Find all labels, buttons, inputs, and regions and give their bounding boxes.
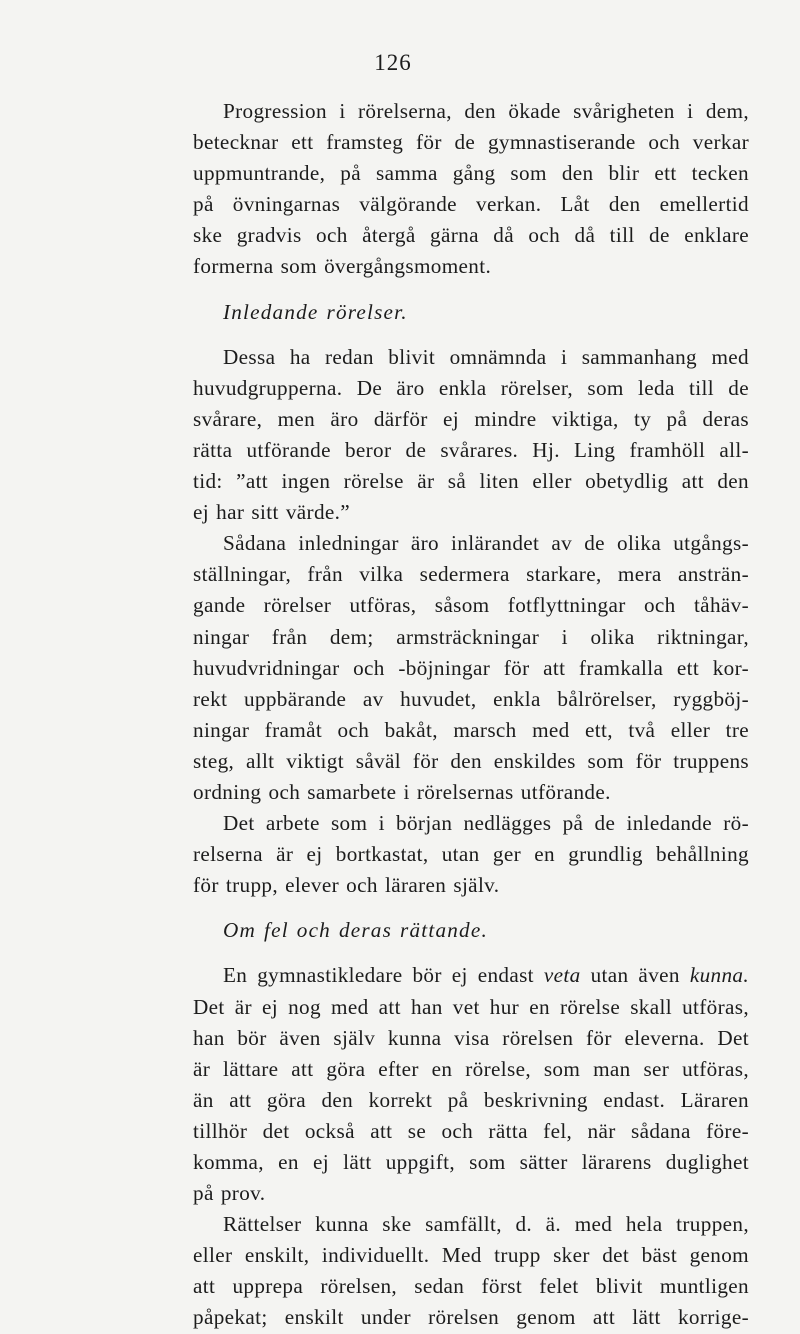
text-line: eller enskilt, individuellt. Med trupp sker det bäst genom [193, 1243, 749, 1268]
text-line: för trupp, elever och läraren själv. [193, 873, 500, 898]
text-line: ningar framåt och bakåt, marsch med ett, två eller tre [193, 717, 749, 742]
text-fragment: En gymnastikledare bör ej endast [223, 963, 544, 988]
text-line: påpekat; enskilt under rörelsen genom att lätt korrige- [193, 1305, 749, 1330]
text-line: betecknar ett framsteg för de gymnastiserande och verkar [193, 130, 749, 155]
text-line: Rättelser kunna ske samfällt, d. ä. med hela truppen, [223, 1212, 749, 1237]
text-line: ske gradvis och återgå gärna då och då till de enklare [193, 223, 749, 248]
section-heading: Inledande rörelser. [223, 299, 408, 324]
text-line: än att göra den korrekt på beskrivning endast. Läraren [193, 1087, 749, 1112]
text-line: ordning och samarbete i rörelsernas utförande. [193, 779, 611, 804]
text-line: rätta utförande beror de svårares. Hj. Ling framhöll all- [193, 437, 749, 462]
text-line: tid: ”att ingen rörelse är så liten eller obetydlig att den [193, 469, 749, 494]
text-line [193, 960, 749, 991]
text-line: formerna som övergångsmoment. [193, 254, 492, 279]
text-line: relserna är ej bortkastat, utan ger en grundlig behållning [193, 842, 749, 867]
text-line: ställningar, från vilka sedermera starkare, mera ansträn- [193, 562, 749, 587]
text-line: att upprepa rörelsen, sedan först felet blivit muntligen [193, 1274, 749, 1299]
text-line: Dessa ha redan blivit omnämnda i sammanhang med [223, 344, 749, 369]
text-line: Sådana inledningar äro inlärandet av de olika utgångs- [223, 531, 749, 556]
text-line: är lättare att göra efter en rörelse, som man ser utföras, [193, 1056, 749, 1081]
text-line: ej har sitt värde.” [193, 500, 351, 525]
text-line: komma, en ej lätt uppgift, som sätter lärarens duglighet [193, 1150, 749, 1174]
text-line: på övningarnas välgörande verkan. Låt den emellertid [193, 192, 749, 217]
text-line: gande rörelser utföras, såsom fotflyttningar och tåhäv- [193, 593, 749, 618]
text-line: huvudgrupperna. De äro enkla rörelser, som leda till de [193, 375, 749, 400]
text-fragment: utan även [580, 963, 690, 988]
text-line: han bör även själv kunna visa rörelsen för eleverna. Det [193, 1025, 749, 1050]
text-line: Progression i rörelserna, den ökade svårigheten i dem, [223, 99, 749, 123]
section-heading: Om fel och deras rättande. [223, 918, 488, 943]
text-line: Det arbete som i början nedlägges på de inledande rö- [223, 811, 749, 836]
text-line: på prov. [193, 1181, 266, 1206]
text-line: tillhör det också att se och rätta fel, när sådana före- [193, 1118, 749, 1143]
text-line: ningar från dem; armsträckningar i olika riktningar, [193, 624, 749, 649]
text-line: rekt uppbärande av huvudet, enkla bålrörelser, ryggböj- [193, 686, 749, 711]
emphasis: kunna. [689, 963, 749, 988]
text-line: huvudvridningar och -böjningar för att framkalla ett kor- [193, 655, 749, 680]
text-line: uppmuntrande, på samma gång som den blir ett tecken [193, 161, 749, 186]
text-line: steg, allt viktigt såväl för den enskildes som för truppens [193, 748, 749, 773]
emphasis: veta [543, 963, 581, 988]
text-line: svårare, men äro därför ej mindre viktiga, ty på deras [193, 406, 749, 431]
page-number: 126 [374, 50, 412, 75]
text-column [193, 96, 749, 1334]
text-line: Det är ej nog med att han vet hur en rörelse skall utföras, [193, 994, 749, 1019]
